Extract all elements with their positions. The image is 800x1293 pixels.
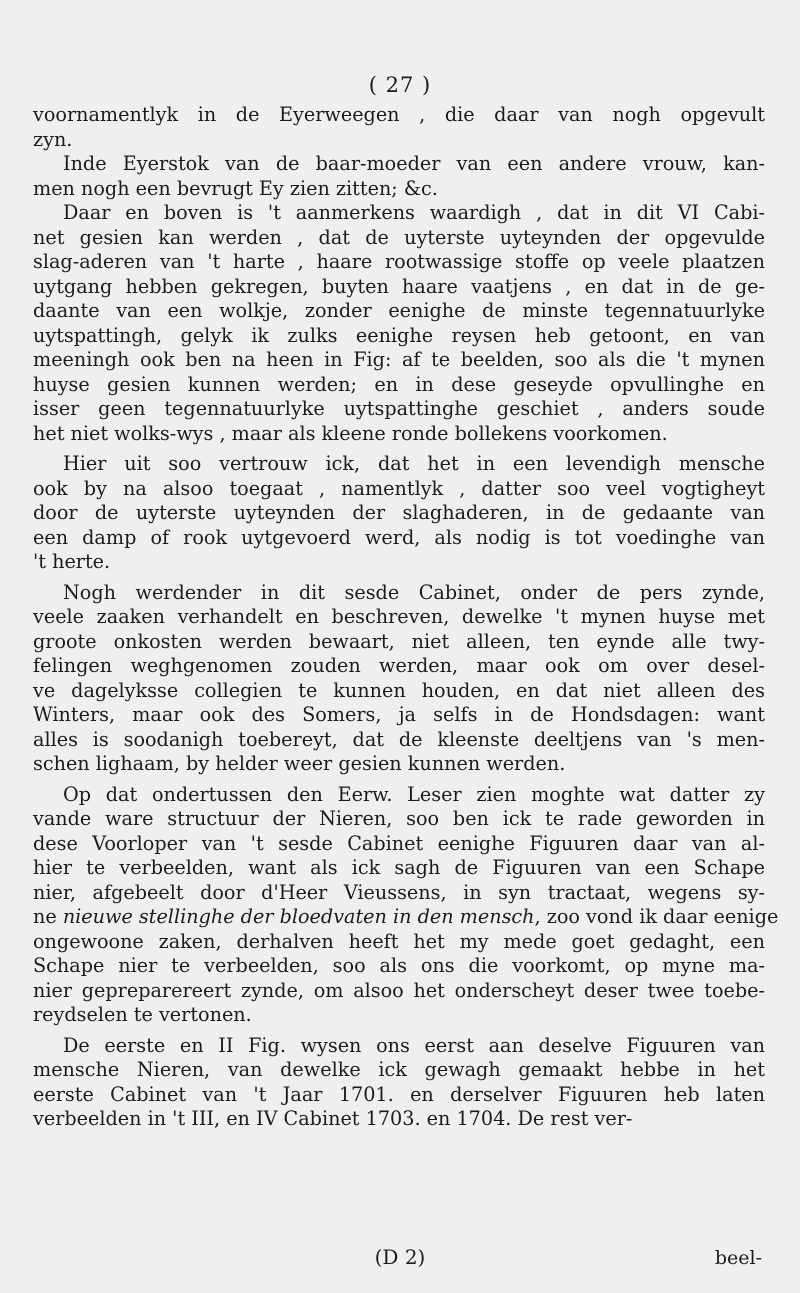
body-text bbox=[33, 103, 779, 1132]
text-line: alles is soodanigh toebereyt, dat de kleenste deeltjens van 's men- bbox=[33, 727, 765, 751]
text-line: door de uyterste uyteynden der slaghaderen, in de gedaante van bbox=[33, 501, 765, 524]
text-line: nier, afgebeelt door d'Heer Vieussens, in syn tractaat, wegens sy- bbox=[33, 880, 765, 904]
text-line: vande ware structuur der Nieren, soo ben ick te rade geworden in bbox=[33, 807, 765, 830]
paragraph bbox=[33, 581, 765, 777]
text-line: huyse gesien kunnen werden; en in dese geseyde opvullinghe en bbox=[33, 372, 765, 396]
text-line: voornamentlyk in de Eyerweegen , die daar van nogh opgevult bbox=[33, 103, 765, 126]
text-line: uytgang hebben gekregen, buyten haare vaatjens , en dat in de ge- bbox=[33, 274, 765, 298]
paragraph bbox=[33, 452, 765, 575]
paragraph bbox=[33, 103, 765, 152]
paragraph bbox=[33, 152, 765, 201]
text-line: uytspattingh, gelyk ik zulks eenighe reysen heb getoont, en van bbox=[33, 323, 765, 347]
text-line: Op dat ondertussen den Eerw. Leser zien moghte wat datter zy bbox=[63, 782, 765, 806]
text-line: felingen weghgenomen zouden werden, maar ook om over desel- bbox=[33, 654, 765, 677]
text-line: isser geen tegennatuurlyke uytspattinghe geschiet , anders soude bbox=[33, 397, 765, 420]
text-line: eerste Cabinet van 't Jaar 1701. en derselver Figuuren heb laten bbox=[33, 1082, 765, 1106]
catchword: beel- bbox=[714, 1247, 762, 1269]
text-line: Hier uit soo vertrouw ick, dat het in een levendigh mensche bbox=[63, 452, 765, 475]
text-line: Schape nier te verbeelden, soo als ons die voorkomt, op myne ma- bbox=[33, 954, 765, 977]
text-line: groote onkosten werden bewaart, niet alleen, ten eynde alle twy- bbox=[33, 629, 765, 653]
page-number: ( 27 ) bbox=[368, 73, 432, 97]
signature-mark: (D 2) bbox=[374, 1245, 426, 1269]
text-line: ne nieuwe stellinghe der bloedvaten in den mensch, zoo vond ik daar eenige bbox=[33, 905, 779, 928]
text-line: daante van een wolkje, zonder eenighe de minste tegennatuurlyke bbox=[33, 299, 765, 322]
text-line: De eerste en II Fig. wysen ons eerst aan deselve Figuuren van bbox=[63, 1033, 765, 1057]
text-line: slag-aderen van 't harte , haare rootwassige stoffe op veele plaatzen bbox=[33, 250, 765, 273]
text-line: dese Voorloper van 't sesde Cabinet eenighe Figuuren daar van al- bbox=[33, 831, 765, 855]
text-line: 't herte. bbox=[33, 550, 111, 573]
text-line: Inde Eyerstok van de baar-moeder van een andere vrouw, kan- bbox=[63, 152, 765, 175]
text-line: verbeelden in 't III, en IV Cabinet 1703. en 1704. De rest ver- bbox=[33, 1107, 633, 1130]
text-line: net gesien kan werden , dat de uyterste uyteynden der opgevulde bbox=[33, 225, 765, 249]
text-line: ve dagelyksse collegien te kunnen houden, en dat niet alleen des bbox=[33, 678, 765, 702]
text-line: nier gepreparereert zynde, om alsoo het onderscheyt deser twee toebe- bbox=[33, 978, 765, 1002]
text-line: zyn. bbox=[33, 127, 73, 151]
text-line: Winters, maar ook des Somers, ja selfs in de Hondsdagen: want bbox=[33, 703, 765, 726]
text-line: mensche Nieren, van dewelke ick gewagh gemaakt hebbe in het bbox=[33, 1058, 765, 1081]
paragraph bbox=[33, 782, 779, 1028]
text-line: hier te verbeelden, want als ick sagh de Figuuren van een Schape bbox=[33, 856, 765, 879]
paragraph bbox=[33, 1034, 765, 1132]
text-line: ook by na alsoo toegaat , namentlyk , datter soo veel vogtigheyt bbox=[33, 476, 765, 500]
text-line: Nogh werdender in dit sesde Cabinet, onder de pers zynde, bbox=[63, 580, 765, 604]
text-line: het niet wolks-wys , maar als kleene ronde bollekens voorkomen. bbox=[33, 421, 668, 445]
text-line: een damp of rook uytgevoerd werd, als nodig is tot voedinghe van bbox=[33, 525, 765, 549]
text-line: reydselen te vertonen. bbox=[33, 1003, 252, 1026]
paragraph bbox=[33, 201, 765, 446]
text-line: ongewoone zaken, derhalven heeft het my mede goet gedaght, een bbox=[33, 929, 765, 953]
text-line: schen lighaam, by helder weer gesien kunnen werden. bbox=[33, 752, 566, 775]
text-line: Daar en boven is 't aanmerkens waardigh , dat in dit VI Cabi- bbox=[63, 201, 765, 224]
text-line: meeningh ook ben na heen in Fig: af te beelden, soo als die 't mynen bbox=[33, 348, 765, 371]
text-line: veele zaaken verhandelt en beschreven, dewelke 't mynen huyse met bbox=[33, 605, 765, 628]
text-line: men nogh een bevrugt Ey zien zitten; &c. bbox=[33, 176, 438, 200]
